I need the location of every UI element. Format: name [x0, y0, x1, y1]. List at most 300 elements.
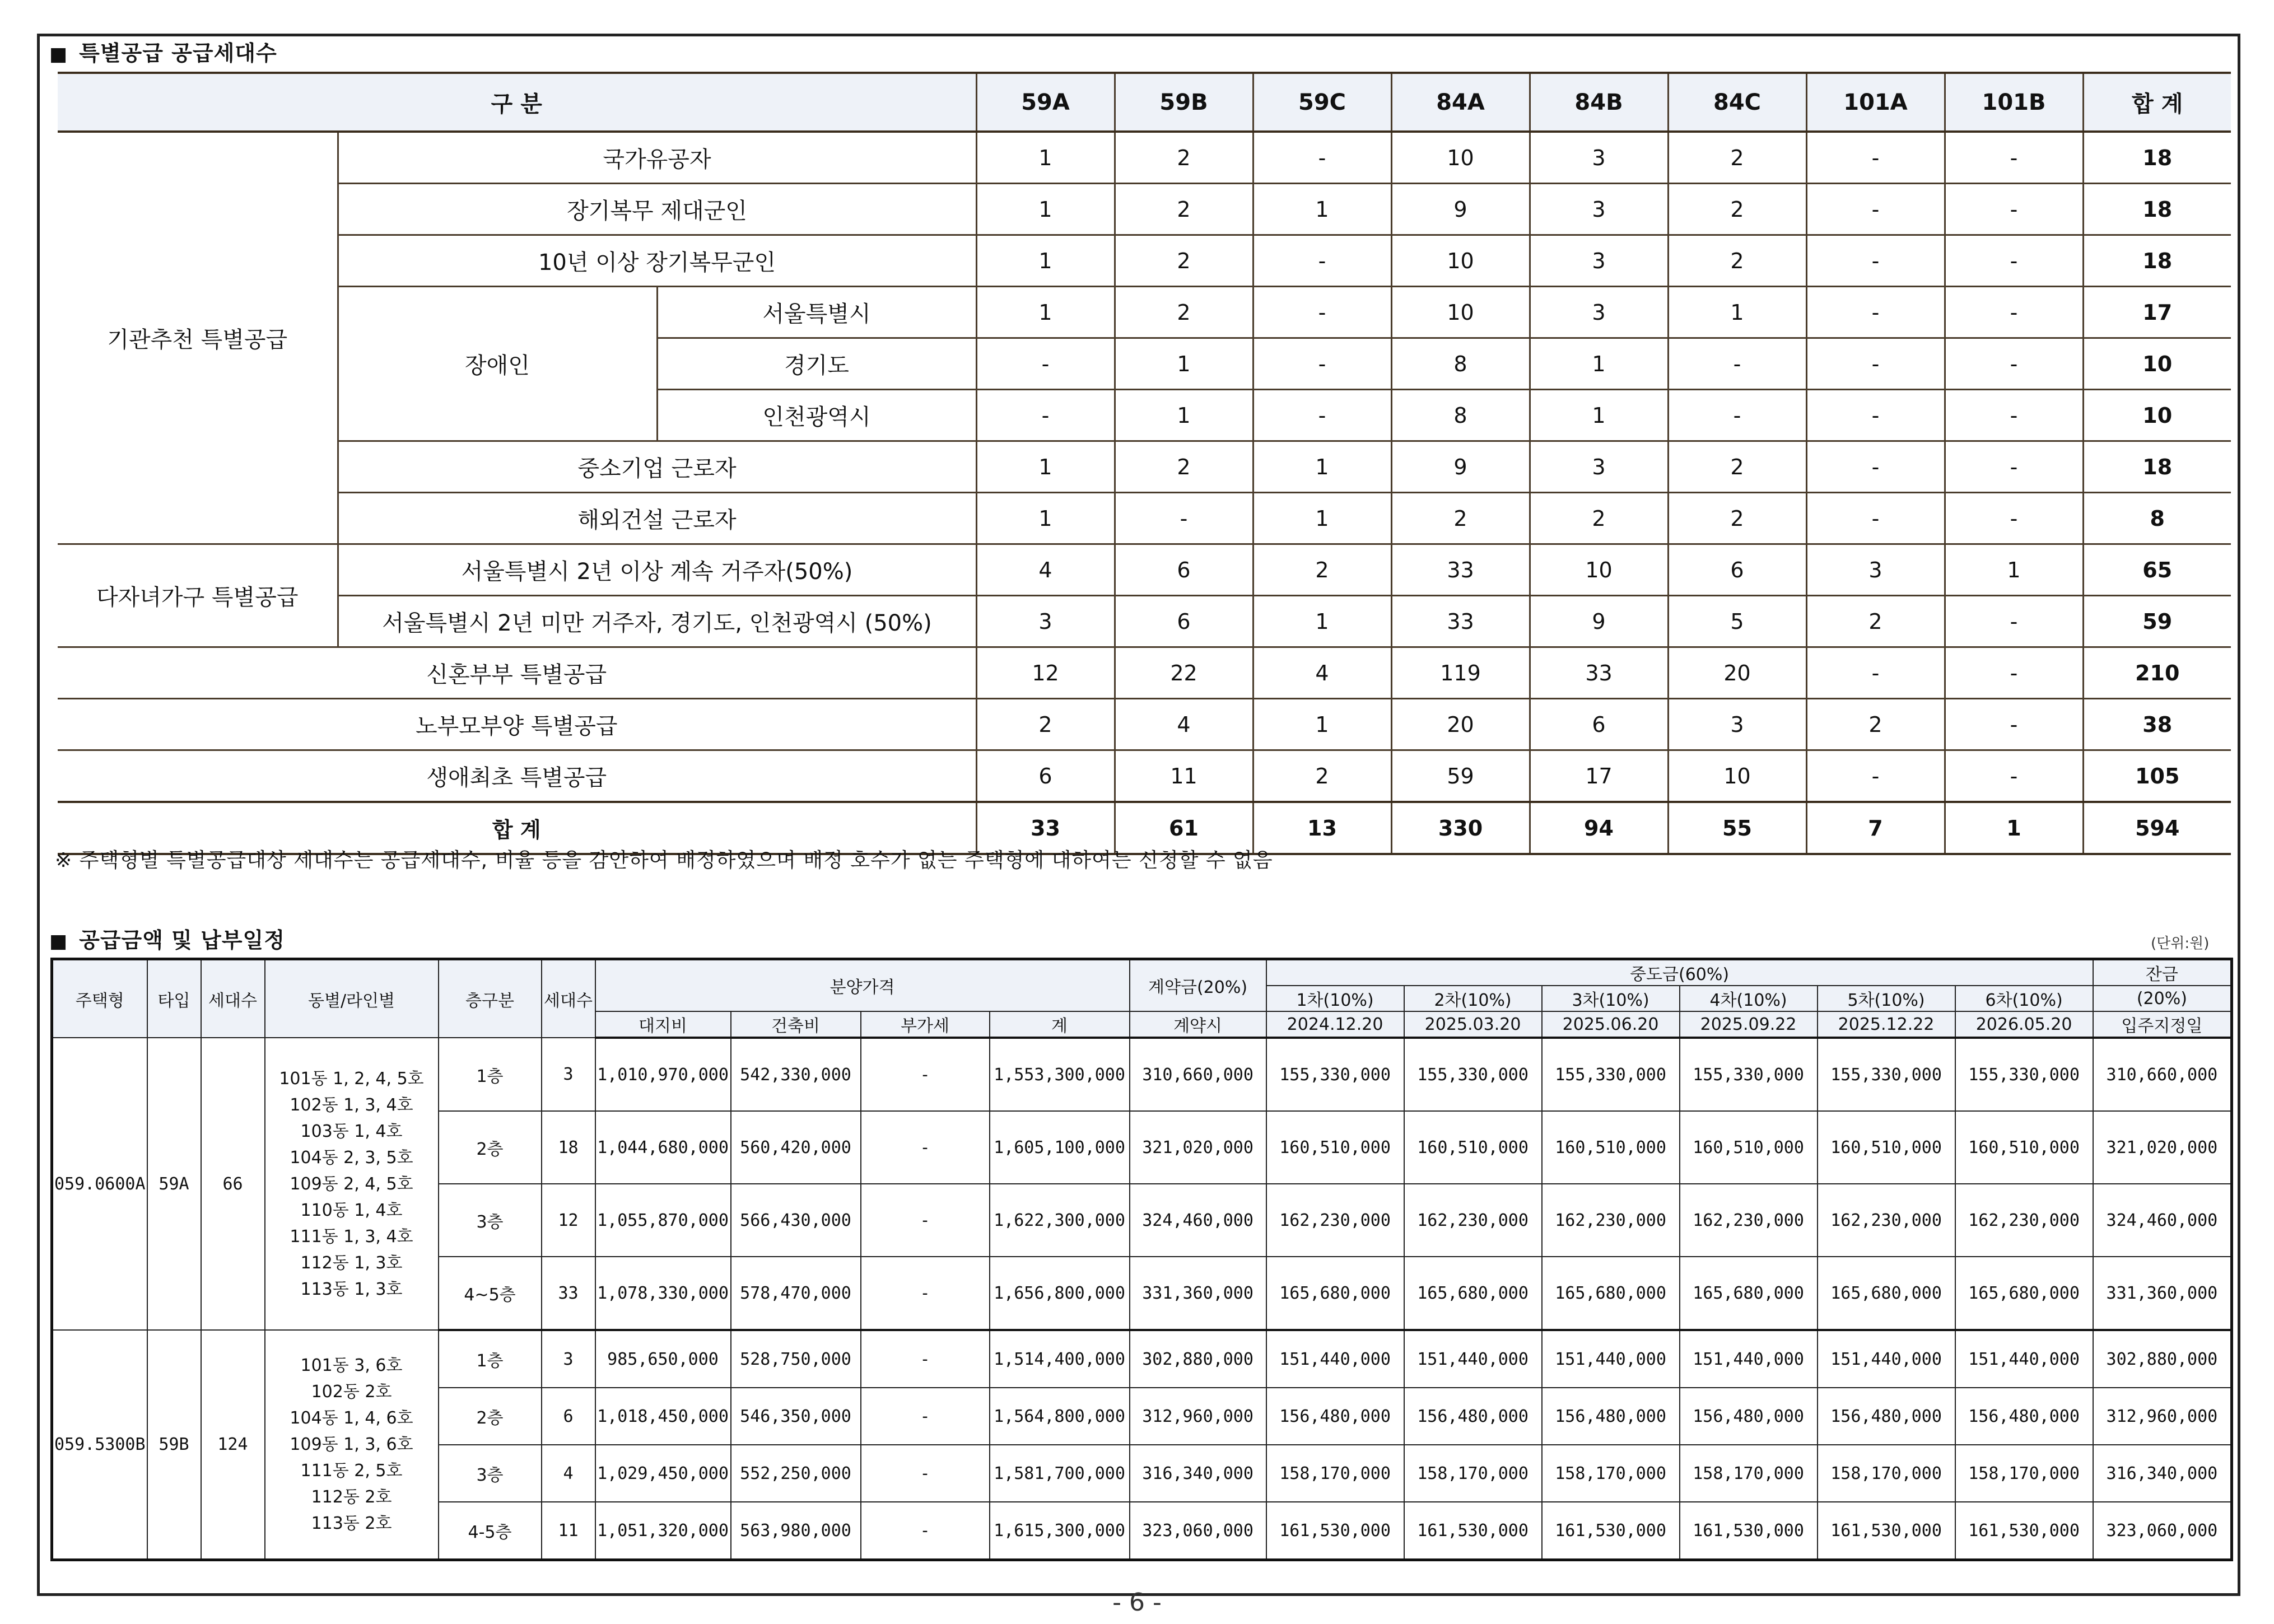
cell-value: 1 [1115, 390, 1253, 441]
cell-households: 124 [201, 1330, 265, 1560]
cell-units: 3 [542, 1330, 595, 1388]
cell-building: 552,250,000 [731, 1445, 861, 1502]
cell-sum: 1,553,300,000 [990, 1038, 1130, 1111]
row-label: 국가유공자 [338, 132, 976, 184]
cell-deposit: 312,960,000 [1130, 1388, 1266, 1445]
cell-deposit: 302,880,000 [1130, 1330, 1266, 1388]
header-interim-col: 6차(10%) [1955, 986, 2093, 1011]
cell-value: 2 [1115, 132, 1253, 184]
cell-value: 1 [1115, 338, 1253, 390]
cell-interim: 162,230,000 [1542, 1184, 1680, 1257]
cell-interim: 151,440,000 [1266, 1330, 1404, 1388]
dong-line: 111동 2, 5호 [300, 1461, 403, 1481]
cell-vat: - [861, 1445, 990, 1502]
cell-interim: 156,480,000 [1542, 1388, 1680, 1445]
cell-value: 1 [976, 287, 1115, 338]
cell-interim: 161,530,000 [1955, 1502, 2093, 1560]
row-label: 인천광역시 [657, 390, 976, 441]
cell-value: 17 [1530, 750, 1668, 802]
dong-line: 111동 1, 3, 4호 [290, 1226, 413, 1247]
cell-building: 578,470,000 [731, 1257, 861, 1330]
cell-value: 1 [1253, 184, 1391, 235]
cell-units: 3 [542, 1038, 595, 1111]
header-total: 합 계 [2083, 73, 2231, 132]
cell-value: - [1806, 750, 1945, 802]
header-interim: 중도금(60%) [1266, 959, 2093, 986]
cell-balance: 323,060,000 [2093, 1502, 2232, 1560]
header-interim-col: 4차(10%) [1680, 986, 1818, 1011]
cell-interim: 162,230,000 [1404, 1184, 1542, 1257]
cell-land: 1,051,320,000 [595, 1502, 731, 1560]
cell-building: 542,330,000 [731, 1038, 861, 1111]
cell-value: - [1945, 647, 2083, 699]
cell-land: 1,044,680,000 [595, 1111, 731, 1184]
cell-vat: - [861, 1388, 990, 1445]
cell-value: 10 [1391, 132, 1530, 184]
cell-value: 3 [976, 596, 1115, 647]
table-row [58, 132, 2231, 184]
cell-land: 1,055,870,000 [595, 1184, 731, 1257]
cell-balance: 321,020,000 [2093, 1111, 2232, 1184]
header-interim-date: 2025.09.22 [1680, 1011, 1818, 1038]
cell-housing-type: 059.5300B [52, 1330, 147, 1560]
cell-vat: - [861, 1038, 990, 1111]
cell-value: 12 [976, 647, 1115, 699]
cell-floor: 1층 [439, 1038, 542, 1111]
cell-interim: 165,680,000 [1542, 1257, 1680, 1330]
cell-value: 3 [1530, 441, 1668, 493]
cell-sum: 38 [2083, 699, 2231, 750]
cell-interim: 155,330,000 [1266, 1038, 1404, 1111]
cell-interim: 160,510,000 [1680, 1111, 1818, 1184]
cell-value: 9 [1530, 596, 1668, 647]
table-row [58, 287, 2231, 338]
cell-value: - [1945, 441, 2083, 493]
cell-value: - [1945, 287, 2083, 338]
cell-value: 10 [1391, 287, 1530, 338]
cell-value: 22 [1115, 647, 1253, 699]
cell-interim: 162,230,000 [1680, 1184, 1818, 1257]
cell-value: 1 [976, 132, 1115, 184]
cell-sum: 18 [2083, 441, 2231, 493]
cell-sum: 18 [2083, 132, 2231, 184]
cell-interim: 160,510,000 [1266, 1111, 1404, 1184]
cell-interim: 162,230,000 [1266, 1184, 1404, 1257]
cell-interim: 160,510,000 [1818, 1111, 1955, 1184]
cell-value: 1 [1530, 390, 1668, 441]
header-type: 84A [1391, 73, 1530, 132]
section-title-special-supply: ■ 특별공급 공급세대수 [49, 41, 277, 66]
cell-value: 4 [1115, 699, 1253, 750]
table-row [58, 544, 2231, 596]
cell-value: - [1945, 132, 2083, 184]
header-interim-date: 2025.12.22 [1818, 1011, 1955, 1038]
dong-line: 113동 2호 [311, 1514, 392, 1533]
cell-value: 8 [1391, 338, 1530, 390]
cell-value: - [1806, 390, 1945, 441]
cell-value: 33 [1391, 544, 1530, 596]
square-bullet-icon: ■ [49, 930, 68, 953]
cell-interim: 162,230,000 [1818, 1184, 1955, 1257]
dong-line: 113동 1, 3호 [300, 1279, 403, 1299]
cell-interim: 165,680,000 [1955, 1257, 2093, 1330]
header-housing-type: 주택형 [52, 959, 147, 1038]
table-row [58, 441, 2231, 493]
cell-interim: 156,480,000 [1404, 1388, 1542, 1445]
cell-land: 1,078,330,000 [595, 1257, 731, 1330]
cell-value: - [1806, 235, 1945, 287]
price-schedule-table [50, 958, 2233, 1561]
total-sum: 594 [2083, 802, 2231, 854]
cell-value: 2 [1806, 596, 1945, 647]
cell-building: 566,430,000 [731, 1184, 861, 1257]
cell-value: - [1945, 235, 2083, 287]
cell-land: 1,029,450,000 [595, 1445, 731, 1502]
cell-value: - [1806, 184, 1945, 235]
cell-value: 2 [1668, 441, 1806, 493]
cell-floor: 3층 [439, 1184, 542, 1257]
cell-sum: 18 [2083, 235, 2231, 287]
row-label: 서울특별시 2년 이상 계속 거주자(50%) [338, 544, 976, 596]
group-label-disabled: 장애인 [338, 287, 657, 441]
cell-floor: 2층 [439, 1388, 542, 1445]
header-sum: 계 [990, 1011, 1130, 1038]
cell-interim: 165,680,000 [1680, 1257, 1818, 1330]
header-category: 구 분 [58, 73, 976, 132]
header-type: 101A [1806, 73, 1945, 132]
header-households: 세대수 [201, 959, 265, 1038]
cell-value: - [1945, 338, 2083, 390]
dong-line: 109동 1, 3, 6호 [290, 1435, 413, 1454]
table-header-row [58, 73, 2231, 132]
header-dong-line: 동별/라인별 [265, 959, 439, 1038]
header-type: 84B [1530, 73, 1668, 132]
table-row [58, 699, 2231, 750]
cell-value: 3 [1530, 287, 1668, 338]
header-deposit-when: 계약시 [1130, 1011, 1266, 1038]
cell-value: 2 [976, 699, 1115, 750]
cell-land: 1,010,970,000 [595, 1038, 731, 1111]
header-type: 59C [1253, 73, 1391, 132]
cell-value: - [976, 338, 1115, 390]
cell-value: 3 [1530, 132, 1668, 184]
cell-sum: 59 [2083, 596, 2231, 647]
dong-line: 109동 2, 4, 5호 [290, 1174, 413, 1194]
cell-interim: 158,170,000 [1955, 1445, 2093, 1502]
header-interim-date: 2025.03.20 [1404, 1011, 1542, 1038]
cell-land: 985,650,000 [595, 1330, 731, 1388]
cell-deposit: 321,020,000 [1130, 1111, 1266, 1184]
cell-sum: 8 [2083, 493, 2231, 544]
cell-balance: 316,340,000 [2093, 1445, 2232, 1502]
dong-line: 112동 1, 3호 [300, 1253, 403, 1273]
header-floor: 층구분 [439, 959, 542, 1038]
cell-interim: 156,480,000 [1955, 1388, 2093, 1445]
dong-line: 101동 1, 2, 4, 5호 [279, 1068, 424, 1089]
row-label: 장기복무 제대군인 [338, 184, 976, 235]
cell-value: 2 [1530, 493, 1668, 544]
special-supply-table [58, 72, 2231, 855]
dong-line: 101동 3, 6호 [300, 1356, 403, 1375]
cell-interim: 151,440,000 [1955, 1330, 2093, 1388]
cell-interim: 158,170,000 [1542, 1445, 1680, 1502]
cell-interim: 160,510,000 [1404, 1111, 1542, 1184]
cell-value: 2 [1253, 750, 1391, 802]
table-row [58, 184, 2231, 235]
cell-value: 2 [1115, 235, 1253, 287]
cell-interim: 165,680,000 [1404, 1257, 1542, 1330]
dong-line: 102동 1, 3, 4호 [290, 1095, 413, 1115]
dong-line: 104동 2, 3, 5호 [290, 1147, 413, 1168]
cell-interim: 158,170,000 [1680, 1445, 1818, 1502]
row-label: 경기도 [657, 338, 976, 390]
header-interim-col: 1차(10%) [1266, 986, 1404, 1011]
cell-value: 2 [1668, 235, 1806, 287]
cell-value: 3 [1668, 699, 1806, 750]
cell-value: 10 [1668, 750, 1806, 802]
cell-value: 20 [1391, 699, 1530, 750]
cell-value: 2 [1115, 184, 1253, 235]
cell-interim: 151,440,000 [1404, 1330, 1542, 1388]
cell-value: - [1806, 132, 1945, 184]
header-balance-pct: (20%) [2093, 986, 2232, 1011]
cell-units: 4 [542, 1445, 595, 1502]
cell-deposit: 324,460,000 [1130, 1184, 1266, 1257]
cell-value: 1 [1530, 338, 1668, 390]
cell-sum: 10 [2083, 338, 2231, 390]
cell-value: 4 [1253, 647, 1391, 699]
cell-interim: 162,230,000 [1955, 1184, 2093, 1257]
cell-value: - [1806, 338, 1945, 390]
cell-value: 1 [1253, 493, 1391, 544]
cell-value: - [1806, 493, 1945, 544]
cell-value: 1 [976, 184, 1115, 235]
cell-building: 560,420,000 [731, 1111, 861, 1184]
header-type: 84C [1668, 73, 1806, 132]
total-value: 330 [1391, 802, 1530, 854]
cell-value: - [1253, 132, 1391, 184]
cell-interim: 151,440,000 [1818, 1330, 1955, 1388]
row-label: 생애최초 특별공급 [58, 750, 976, 802]
cell-value: 8 [1391, 390, 1530, 441]
cell-interim: 161,530,000 [1680, 1502, 1818, 1560]
cell-sum: 1,615,300,000 [990, 1502, 1130, 1560]
cell-interim: 155,330,000 [1404, 1038, 1542, 1111]
cell-deposit: 316,340,000 [1130, 1445, 1266, 1502]
cell-value: 1 [976, 441, 1115, 493]
cell-sum: 105 [2083, 750, 2231, 802]
cell-interim: 165,680,000 [1818, 1257, 1955, 1330]
cell-interim: 151,440,000 [1680, 1330, 1818, 1388]
cell-interim: 158,170,000 [1818, 1445, 1955, 1502]
dong-line: 104동 1, 4, 6호 [290, 1408, 413, 1428]
cell-value: 2 [1115, 287, 1253, 338]
cell-interim: 155,330,000 [1680, 1038, 1818, 1111]
cell-value: 2 [1806, 699, 1945, 750]
cell-value: 1 [1668, 287, 1806, 338]
cell-units: 18 [542, 1111, 595, 1184]
cell-interim: 155,330,000 [1542, 1038, 1680, 1111]
header-interim-col: 3차(10%) [1542, 986, 1680, 1011]
unit-label: (단위:원) [2151, 935, 2210, 952]
dong-line: 110동 1, 4호 [300, 1200, 403, 1220]
section-title-price-schedule: ■ 공급금액 및 납부일정 [49, 928, 285, 953]
cell-dong-lines [265, 1330, 439, 1560]
header-interim-date: 2024.12.20 [1266, 1011, 1404, 1038]
cell-value: 1 [1253, 596, 1391, 647]
header-balance: 잔금 [2093, 959, 2232, 986]
cell-deposit: 331,360,000 [1130, 1257, 1266, 1330]
cell-interim: 161,530,000 [1266, 1502, 1404, 1560]
cell-value: - [1806, 647, 1945, 699]
header-building: 건축비 [731, 1011, 861, 1038]
cell-value: 11 [1115, 750, 1253, 802]
cell-value: 59 [1391, 750, 1530, 802]
cell-value: 1 [976, 493, 1115, 544]
cell-value: - [976, 390, 1115, 441]
cell-interim: 158,170,000 [1404, 1445, 1542, 1502]
total-value: 33 [976, 802, 1115, 854]
cell-dong-lines [265, 1038, 439, 1330]
row-label: 노부모부양 특별공급 [58, 699, 976, 750]
cell-interim: 161,530,000 [1542, 1502, 1680, 1560]
cell-vat: - [861, 1502, 990, 1560]
cell-vat: - [861, 1184, 990, 1257]
cell-value: 3 [1530, 235, 1668, 287]
cell-value: 1 [1253, 441, 1391, 493]
cell-value: - [1806, 441, 1945, 493]
dong-line: 103동 1, 4호 [300, 1121, 403, 1141]
cell-interim: 160,510,000 [1542, 1111, 1680, 1184]
total-label: 합 계 [58, 802, 976, 854]
cell-value: - [1945, 699, 2083, 750]
cell-floor: 4-5층 [439, 1502, 542, 1560]
cell-value: - [1115, 493, 1253, 544]
table-row [58, 493, 2231, 544]
header-interim-col: 2차(10%) [1404, 986, 1542, 1011]
cell-value: 4 [976, 544, 1115, 596]
row-label: 신혼부부 특별공급 [58, 647, 976, 699]
total-value: 1 [1945, 802, 2083, 854]
cell-value: 9 [1391, 184, 1530, 235]
cell-value: 1 [976, 235, 1115, 287]
cell-value: 6 [976, 750, 1115, 802]
cell-interim: 156,480,000 [1680, 1388, 1818, 1445]
cell-building: 528,750,000 [731, 1330, 861, 1388]
cell-sum: 210 [2083, 647, 2231, 699]
header-deposit: 계약금(20%) [1130, 959, 1266, 1012]
cell-balance: 310,660,000 [2093, 1038, 2232, 1111]
cell-deposit: 323,060,000 [1130, 1502, 1266, 1560]
dong-line: 112동 2호 [311, 1487, 392, 1507]
header-interim-date: 2026.05.20 [1955, 1011, 2093, 1038]
cell-value: 9 [1391, 441, 1530, 493]
header-type: 101B [1945, 73, 2083, 132]
cell-value: 2 [1668, 493, 1806, 544]
total-value: 13 [1253, 802, 1391, 854]
row-label: 중소기업 근로자 [338, 441, 976, 493]
cell-balance: 302,880,000 [2093, 1330, 2232, 1388]
cell-value: 10 [1530, 544, 1668, 596]
header-type: 59A [976, 73, 1115, 132]
cell-balance: 312,960,000 [2093, 1388, 2232, 1445]
table-row [58, 596, 2231, 647]
cell-value: - [1945, 390, 2083, 441]
cell-interim: 156,480,000 [1266, 1388, 1404, 1445]
cell-value: 1 [1945, 544, 2083, 596]
dong-line: 102동 2호 [311, 1382, 392, 1402]
cell-value: - [1668, 390, 1806, 441]
header-vat: 부가세 [861, 1011, 990, 1038]
cell-land: 1,018,450,000 [595, 1388, 731, 1445]
row-label: 10년 이상 장기복무군인 [338, 235, 976, 287]
cell-value: 6 [1530, 699, 1668, 750]
cell-floor: 3층 [439, 1445, 542, 1502]
cell-vat: - [861, 1330, 990, 1388]
cell-balance: 324,460,000 [2093, 1184, 2232, 1257]
cell-value: 5 [1668, 596, 1806, 647]
square-bullet-icon: ■ [49, 43, 68, 66]
cell-sum: 17 [2083, 287, 2231, 338]
cell-households: 66 [201, 1038, 265, 1330]
cell-interim: 158,170,000 [1266, 1445, 1404, 1502]
row-label: 해외건설 근로자 [338, 493, 976, 544]
cell-units: 6 [542, 1388, 595, 1445]
cell-deposit: 310,660,000 [1130, 1038, 1266, 1111]
cell-value: 33 [1530, 647, 1668, 699]
row-label: 서울특별시 2년 미만 거주자, 경기도, 인천광역시 (50%) [338, 596, 976, 647]
cell-value: 2 [1668, 184, 1806, 235]
header-interim-col: 5차(10%) [1818, 986, 1955, 1011]
cell-interim: 156,480,000 [1818, 1388, 1955, 1445]
cell-value: 33 [1391, 596, 1530, 647]
cell-type: 59A [147, 1038, 201, 1330]
row-label: 서울특별시 [657, 287, 976, 338]
cell-value: - [1253, 390, 1391, 441]
cell-value: - [1806, 287, 1945, 338]
cell-interim: 161,530,000 [1404, 1502, 1542, 1560]
cell-interim: 165,680,000 [1266, 1257, 1404, 1330]
cell-value: 119 [1391, 647, 1530, 699]
cell-value: - [1945, 750, 2083, 802]
cell-interim: 155,330,000 [1955, 1038, 2093, 1111]
total-value: 61 [1115, 802, 1253, 854]
cell-value: - [1253, 338, 1391, 390]
cell-sum: 10 [2083, 390, 2231, 441]
cell-value: 20 [1668, 647, 1806, 699]
cell-units: 11 [542, 1502, 595, 1560]
cell-floor: 1층 [439, 1330, 542, 1388]
page-number: - 6 - [1112, 1588, 1162, 1617]
group-label-multichild: 다자녀가구 특별공급 [58, 544, 338, 647]
cell-interim: 161,530,000 [1818, 1502, 1955, 1560]
table-row [52, 1330, 2232, 1388]
cell-value: - [1945, 493, 2083, 544]
cell-type: 59B [147, 1330, 201, 1560]
cell-vat: - [861, 1257, 990, 1330]
group-label-institution: 기관추천 특별공급 [58, 132, 338, 544]
cell-value: 1 [1253, 699, 1391, 750]
cell-value: - [1945, 184, 2083, 235]
cell-units: 12 [542, 1184, 595, 1257]
cell-sum: 1,656,800,000 [990, 1257, 1130, 1330]
header-price: 분양가격 [595, 959, 1130, 1012]
header-type: 타입 [147, 959, 201, 1038]
cell-floor: 2층 [439, 1111, 542, 1184]
cell-value: 3 [1530, 184, 1668, 235]
cell-units: 33 [542, 1257, 595, 1330]
cell-sum: 65 [2083, 544, 2231, 596]
